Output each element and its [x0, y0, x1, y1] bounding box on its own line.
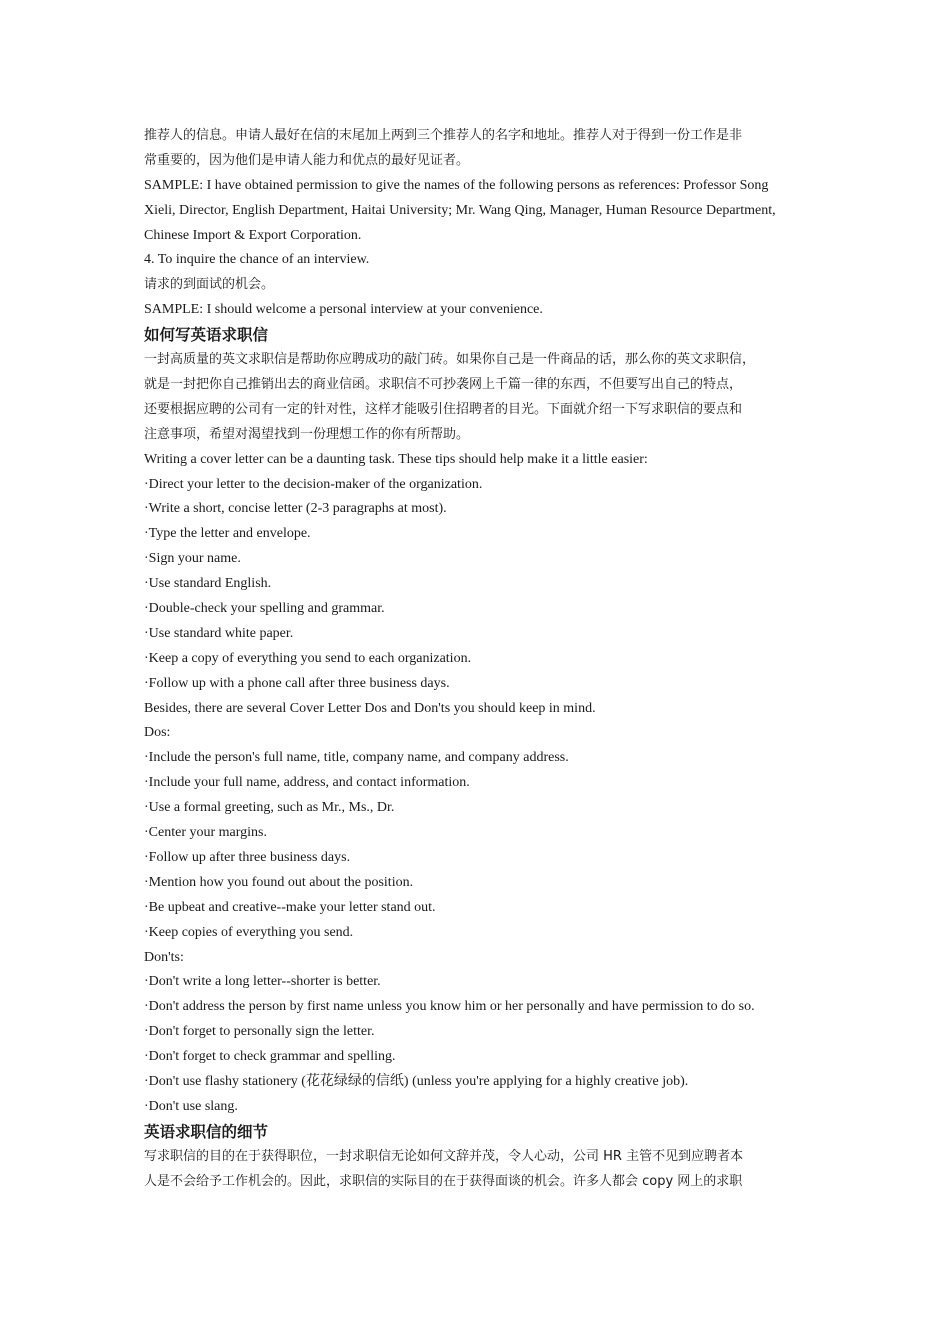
section1-cn-line-4: 注意事项，希望对渴望找到一份理想工作的你有所帮助。	[144, 426, 470, 442]
donts-item: ·Don't use flashy stationery (花花绿绿的信纸) (unless you're applying for a highly creative job).	[144, 1073, 689, 1089]
section2-cn-line-1: 写求职信的目的在于获得职位，一封求职信无论如何文辞并茂，令人心动，公司 HR 主管不见到应聘者本	[144, 1148, 744, 1164]
tip-item: ·Write a short, concise letter (2-3 paragraphs at most).	[144, 501, 447, 517]
intro-cn-line-2: 常重要的，因为他们是申请人能力和优点的最好见证者。	[144, 152, 470, 168]
tip-item: ·Follow up with a phone call after three business days.	[144, 675, 450, 691]
dos-label: Dos:	[144, 725, 171, 741]
donts-item: ·Don't use slang.	[144, 1098, 238, 1114]
document-page	[144, 124, 816, 1195]
section1-cn-line-2: 就是一封把你自己推销出去的商业信函。求职信不可抄袭网上千篇一律的东西，不但要写出自己的特点，	[144, 377, 743, 393]
dos-item: ·Use a formal greeting, such as Mr., Ms., Dr.	[144, 800, 395, 816]
dos-item: ·Keep copies of everything you send.	[144, 924, 354, 940]
section1-cn-line-1: 一封高质量的英文求职信是帮助你应聘成功的敲门砖。如果你自己是一件商品的话，那么你的英文求职信，	[144, 352, 756, 368]
dos-item: ·Follow up after three business days.	[144, 849, 351, 865]
section-heading-how-to-write: 如何写英语求职信	[144, 326, 269, 345]
tip-item: ·Keep a copy of everything you send to each organization.	[144, 650, 472, 666]
references-sample-line-2: Xieli, Director, English Department, Haitai University; Mr. Wang Qing, Manager, Human Resource Department,	[144, 202, 776, 218]
intro-cn-line-1: 推荐人的信息。申请人最好在信的末尾加上两到三个推荐人的名字和地址。推荐人对于得到一份工作是非	[144, 128, 743, 143]
tips-intro: Writing a cover letter can be a daunting task. These tips should help make it a little easier:	[144, 451, 648, 467]
tip-item: ·Double-check your spelling and grammar.	[144, 601, 385, 617]
tip-item: ·Use standard white paper.	[144, 625, 294, 641]
dos-item: ·Include your full name, address, and contact information.	[144, 775, 470, 791]
references-sample-line-1: SAMPLE: I have obtained permission to give the names of the following persons as references: Professor Song	[144, 177, 769, 193]
tip-item: ·Use standard English.	[144, 576, 272, 592]
point-4-sample: SAMPLE: I should welcome a personal interview at your convenience.	[144, 302, 543, 318]
dos-donts-intro: Besides, there are several Cover Letter Dos and Don'ts you should keep in mind.	[144, 700, 596, 716]
donts-item: ·Don't forget to personally sign the letter.	[144, 1024, 375, 1040]
donts-item: ·Don't forget to check grammar and spelling.	[144, 1049, 396, 1065]
point-4-cn: 请求的到面试的机会。	[144, 277, 275, 293]
donts-item: ·Don't write a long letter--shorter is better.	[144, 974, 381, 990]
tip-item: ·Sign your name.	[144, 551, 241, 567]
tip-item: ·Type the letter and envelope.	[144, 526, 311, 542]
point-4-heading: 4. To inquire the chance of an interview.	[144, 252, 370, 268]
donts-item: ·Don't address the person by first name unless you know him or her personally and have permission to do so.	[144, 999, 755, 1015]
references-sample-line-3: Chinese Import & Export Corporation.	[144, 227, 362, 243]
tip-item: ·Direct your letter to the decision-maker of the organization.	[144, 476, 483, 492]
dos-item: ·Include the person's full name, title, company name, and company address.	[144, 750, 569, 766]
section-heading-details: 英语求职信的细节	[144, 1122, 269, 1141]
dos-item: ·Center your margins.	[144, 825, 267, 841]
donts-label: Don'ts:	[144, 949, 184, 965]
dos-item: ·Mention how you found out about the position.	[144, 874, 414, 890]
section2-cn-line-2: 人是不会给予工作机会的。因此，求职信的实际目的在于获得面谈的机会。许多人都会 copy 网上的求职	[144, 1173, 743, 1189]
dos-item: ·Be upbeat and creative--make your letter stand out.	[144, 899, 436, 915]
section1-cn-line-3: 还要根据应聘的公司有一定的针对性，这样才能吸引住招聘者的目光。下面就介绍一下写求职信的要点和	[144, 401, 743, 417]
